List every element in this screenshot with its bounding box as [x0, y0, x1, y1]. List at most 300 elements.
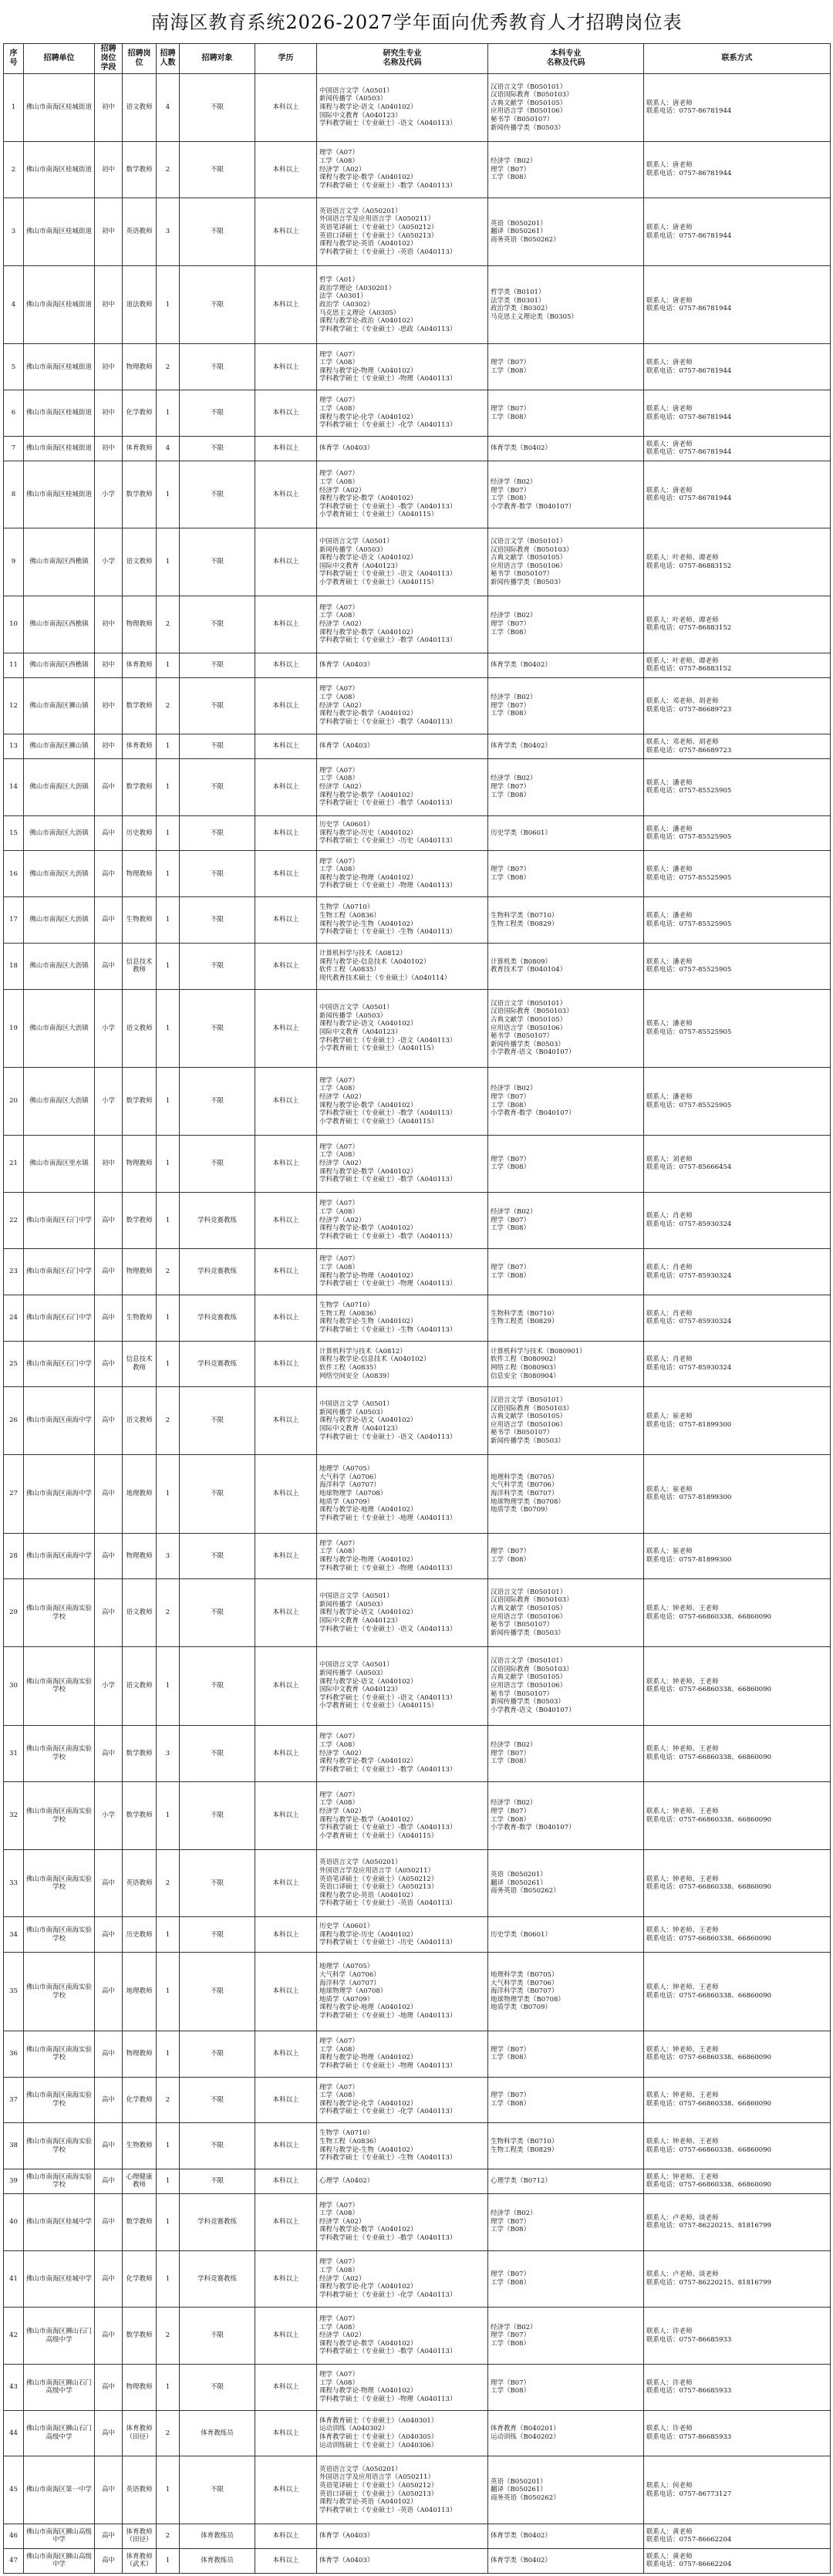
- head-count: 1: [157, 2364, 180, 2410]
- post-name: 体育教师: [123, 653, 157, 677]
- graduate-majors: 理学（A07） 工学（A08） 课程与教学论-物理（A040102） 学科教学硕士（专业硕士）-物理（A040113）: [317, 1249, 488, 1295]
- table-row: [4, 1849, 831, 1917]
- contact-info: 联系人：钟老师、王老师 联系电话：0757-66860338、66860090: [644, 2169, 831, 2194]
- head-count: 2: [157, 2410, 180, 2456]
- graduate-majors: 生物学（A0710） 生物工程（A0836） 课程与教学论-生物（A040102） 学科教学硕士（专业硕士）-生物（A040113）: [317, 2123, 488, 2169]
- unit-name: 佛山市南海区南海中学: [24, 1387, 95, 1455]
- education-level: 本科以上: [255, 734, 317, 759]
- unit-name: 佛山市南海区狮山石门高级中学: [24, 2364, 95, 2410]
- table-row: [4, 653, 831, 677]
- recruit-target: 不限: [180, 2308, 255, 2365]
- head-count: 1: [157, 2123, 180, 2169]
- unit-name: 佛山市南海区狮山镇: [24, 734, 95, 759]
- education-level: 本科以上: [255, 1068, 317, 1136]
- row-number: 5: [4, 344, 24, 390]
- contact-info: 联系人：潘老师 联系电话：0757-85525905: [644, 851, 831, 897]
- recruit-target: 不限: [180, 390, 255, 437]
- graduate-majors: 理学（A07） 工学（A08） 经济学（A02） 课程与教学论-数学（A040102） 学科教学硕士（专业硕士）-数学（A040113）: [317, 141, 488, 198]
- table-row: [4, 2548, 831, 2573]
- post-name: 物理教师: [123, 596, 157, 653]
- post-name: 数学教师: [123, 759, 157, 816]
- undergrad-majors: 体育学类（B0402）: [488, 2548, 644, 2573]
- undergrad-majors: 历史学类（B0601）: [488, 815, 644, 851]
- col-header-target: 招聘对象: [180, 44, 255, 74]
- school-stage: 高中: [95, 2077, 123, 2123]
- contact-info: 联系人：许老师 联系电话：0757-86685933: [644, 2410, 831, 2456]
- education-level: 本科以上: [255, 2250, 317, 2308]
- contact-info: 联系人：叶老师、谭老师 联系电话：0757-86883152: [644, 596, 831, 653]
- education-level: 本科以上: [255, 943, 317, 989]
- post-name: 生物教师: [123, 897, 157, 944]
- head-count: 4: [157, 436, 180, 461]
- education-level: 本科以上: [255, 596, 317, 653]
- undergrad-majors: 经济学（B02） 理学（B07） 工学（B08） 小学教育-数学（B040107）: [488, 1782, 644, 1850]
- head-count: 1: [157, 759, 180, 816]
- graduate-majors: 理学（A07） 工学（A08） 课程与教学论-化学（A040102） 学科教学硕士（专业硕士）-化学（A040113）: [317, 390, 488, 437]
- recruit-target: 不限: [180, 897, 255, 944]
- recruit-target: 学科竞赛教练: [180, 2193, 255, 2250]
- table-header-row: [4, 44, 831, 74]
- contact-info: 联系人：钟老师、王老师 联系电话：0757-66860338、66860090: [644, 2031, 831, 2077]
- contact-info: 联系人：叶老师、谭老师 联系电话：0757-86883152: [644, 528, 831, 596]
- unit-name: 佛山市南海区南海实验学校: [24, 1782, 95, 1850]
- undergrad-majors: 经济学（B02） 理学（B07） 工学（B08）: [488, 2193, 644, 2250]
- education-level: 本科以上: [255, 1387, 317, 1455]
- post-name: 语文教师: [123, 1387, 157, 1455]
- education-level: 本科以上: [255, 2031, 317, 2077]
- recruit-target: 不限: [180, 2364, 255, 2410]
- education-level: 本科以上: [255, 2193, 317, 2250]
- head-count: 2: [157, 2308, 180, 2365]
- post-name: 心理健康教师: [123, 2169, 157, 2194]
- graduate-majors: 理学（A07） 工学（A08） 课程与教学论-物理（A040102） 学科教学硕士（专业硕士）-物理（A040113）: [317, 2364, 488, 2410]
- school-stage: 初中: [95, 596, 123, 653]
- row-number: 18: [4, 943, 24, 989]
- undergrad-majors: 体育学类（B0402）: [488, 734, 644, 759]
- graduate-majors: 英语语言文学（A050201） 外国语言学及应用语言学（A050211） 英语笔译硕士（专业硕士）（A050212） 英语口译硕士（专业硕士）（A050213） 课程与教学论-英语（A040102） 学科教学硕士（专业硕士）-英语（A040113）: [317, 2456, 488, 2524]
- unit-name: 佛山市南海区大沥镇: [24, 1068, 95, 1136]
- row-number: 36: [4, 2031, 24, 2077]
- table-row: [4, 141, 831, 198]
- recruit-target: 不限: [180, 1533, 255, 1579]
- undergrad-majors: 汉语言文学（B050101） 汉语国际教育（B050103） 古典文献学（B050105） 应用语言学（B050106） 秘书学（B050107） 新闻传播学类（B0503） 小学教育-语文（B040107）: [488, 1646, 644, 1725]
- head-count: 1: [157, 2169, 180, 2194]
- post-name: 数学教师: [123, 1725, 157, 1782]
- recruit-target: 不限: [180, 461, 255, 528]
- post-name: 物理教师: [123, 1135, 157, 1192]
- undergrad-majors: 理学（B07） 工学（B08）: [488, 1533, 644, 1579]
- graduate-majors: 生物学（A0710） 生物工程（A0836） 课程与教学论-生物（A040102） 学科教学硕士（专业硕士）-生物（A040113）: [317, 897, 488, 944]
- contact-info: 联系人：何老师 联系电话：0757-86773127: [644, 2456, 831, 2524]
- undergrad-majors: 汉语言文学（B050101） 汉语国际教育（B050103） 古典文献学（B050105） 应用语言学（B050106） 秘书学（B050107） 新闻传播学类（B0503）: [488, 528, 644, 596]
- recruit-target: 不限: [180, 1646, 255, 1725]
- undergrad-majors: 经济学（B02） 理学（B07） 工学（B08）: [488, 1725, 644, 1782]
- unit-name: 佛山市南海区狮山高级中学: [24, 2548, 95, 2573]
- post-name: 数学教师: [123, 2308, 157, 2365]
- school-stage: 高中: [95, 2123, 123, 2169]
- school-stage: 高中: [95, 1192, 123, 1249]
- undergrad-majors: 汉语言文学（B050101） 汉语国际教育（B050103） 古典文献学（B050105） 应用语言学（B050106） 秘书学（B050107） 新闻传播学类（B0503）: [488, 74, 644, 142]
- undergrad-majors: 理学（B07） 工学（B08）: [488, 1249, 644, 1295]
- recruit-target: 体育教练员: [180, 2548, 255, 2573]
- graduate-majors: 理学（A07） 工学（A08） 课程与教学论-物理（A040102） 学科教学硕士（专业硕士）-物理（A040113）: [317, 344, 488, 390]
- graduate-majors: 心理学（A0402）: [317, 2169, 488, 2194]
- post-name: 物理教师: [123, 1249, 157, 1295]
- recruit-target: 不限: [180, 989, 255, 1068]
- undergrad-majors: 生物科学类（B0710） 生物工程类（B0829）: [488, 1295, 644, 1341]
- school-stage: 初中: [95, 677, 123, 734]
- school-stage: 初中: [95, 653, 123, 677]
- graduate-majors: 体育教育硕士（专业硕士）（A040301） 运动训练（A040302） 体育教学硕士（专业硕士）（A040305） 运动训练硕士（专业硕士）（A040306）: [317, 2410, 488, 2456]
- table-body: [4, 74, 831, 2574]
- row-number: 23: [4, 1249, 24, 1295]
- contact-info: 联系人：潘老师 联系电话：0757-85525905: [644, 989, 831, 1068]
- table-row: [4, 2410, 831, 2456]
- row-number: 19: [4, 989, 24, 1068]
- unit-name: 佛山市南海区狮山石门高级中学: [24, 2410, 95, 2456]
- row-number: 37: [4, 2077, 24, 2123]
- unit-name: 佛山市南海区大沥镇: [24, 943, 95, 989]
- table-row: [4, 897, 831, 944]
- school-stage: 小学: [95, 1068, 123, 1136]
- contact-info: 联系人：崔老师 联系电话：0757-81899300: [644, 1387, 831, 1455]
- recruit-target: 学科竞赛教练: [180, 1192, 255, 1249]
- education-level: 本科以上: [255, 1646, 317, 1725]
- graduate-majors: 哲学（A01） 政治学理论（A030201） 法学（A0301） 政治学（A0302） 马克思主义理论（A0305） 课程与教学论-政治（A040102） 学科教学硕士（专业硕士）-思政（A040113）: [317, 265, 488, 344]
- post-name: 信息技术教师: [123, 1341, 157, 1387]
- post-name: 语文教师: [123, 989, 157, 1068]
- unit-name: 佛山市南海区西樵镇: [24, 596, 95, 653]
- undergrad-majors: 理学（B07） 工学（B08）: [488, 344, 644, 390]
- head-count: 2: [157, 2077, 180, 2123]
- education-level: 本科以上: [255, 759, 317, 816]
- unit-name: 佛山市南海区桂城街道: [24, 265, 95, 344]
- education-level: 本科以上: [255, 2548, 317, 2573]
- undergrad-majors: 理学（B07） 工学（B08）: [488, 390, 644, 437]
- post-name: 地理教师: [123, 1455, 157, 1534]
- recruit-target: 不限: [180, 2456, 255, 2524]
- education-level: 本科以上: [255, 677, 317, 734]
- table-row: [4, 2193, 831, 2250]
- graduate-majors: 体育学（A0403）: [317, 653, 488, 677]
- undergrad-majors: 经济学（B02） 理学（B07） 工学（B08）: [488, 1192, 644, 1249]
- contact-info: 联系人：钟老师、王老师 联系电话：0757-66860338、66860090: [644, 1782, 831, 1850]
- unit-name: 佛山市南海区大沥镇: [24, 759, 95, 816]
- graduate-majors: 中国语言文学（A0501） 新闻传播学（A0503） 课程与教学论-语文（A040102） 国际中文教育（A040123） 学科教学硕士（专业硕士）-语文（A040113）: [317, 1579, 488, 1647]
- contact-info: 联系人：叶老师、谭老师 联系电话：0757-86883152: [644, 653, 831, 677]
- school-stage: 小学: [95, 989, 123, 1068]
- row-number: 35: [4, 1953, 24, 2031]
- contact-info: 联系人：钟老师、王老师 联系电话：0757-66860338、66860090: [644, 1917, 831, 1953]
- unit-name: 佛山市南海区南海实验学校: [24, 1953, 95, 2031]
- graduate-majors: 英语语言文学（A050201） 外国语言学及应用语言学（A050211） 英语笔译硕士（专业硕士）（A050212） 英语口译硕士（专业硕士）（A050213） 课程与教学论-英语（A040102） 学科教学硕士（专业硕士）-英语（A040113）: [317, 198, 488, 266]
- undergrad-majors: 英语（B050201） 翻译（B050261） 商务英语（B050262）: [488, 1849, 644, 1917]
- education-level: 本科以上: [255, 198, 317, 266]
- education-level: 本科以上: [255, 2410, 317, 2456]
- head-count: 1: [157, 1295, 180, 1341]
- undergrad-majors: 经济学（B02） 理学（B07） 工学（B08） 小学教育-数学（B040107）: [488, 1068, 644, 1136]
- school-stage: 高中: [95, 2524, 123, 2548]
- row-number: 16: [4, 851, 24, 897]
- row-number: 14: [4, 759, 24, 816]
- graduate-majors: 历史学（A0601） 课程与教学论-历史（A040102） 学科教学硕士（专业硕士）-历史（A040113）: [317, 1917, 488, 1953]
- school-stage: 初中: [95, 344, 123, 390]
- graduate-majors: 体育学（A0403）: [317, 2524, 488, 2548]
- head-count: 1: [157, 1917, 180, 1953]
- graduate-majors: 中国语言文学（A0501） 新闻传播学（A0503） 课程与教学论-语文（A040102） 国际中文教育（A040123） 学科教学硕士（专业硕士）-语文（A040113） 小学教育硕士（专业硕士）（A040115）: [317, 989, 488, 1068]
- post-name: 物理教师: [123, 2364, 157, 2410]
- school-stage: 高中: [95, 759, 123, 816]
- table-row: [4, 528, 831, 596]
- contact-info: 联系人：唐老师 联系电话：0757-86781944: [644, 390, 831, 437]
- post-name: 数学教师: [123, 1782, 157, 1850]
- table-row: [4, 1646, 831, 1725]
- education-level: 本科以上: [255, 1953, 317, 2031]
- post-name: 数学教师: [123, 677, 157, 734]
- graduate-majors: 理学（A07） 工学（A08） 经济学（A02） 课程与教学论-数学（A040102） 学科教学硕士（专业硕士）-数学（A040113）: [317, 2193, 488, 2250]
- graduate-majors: 体育学（A0403）: [317, 734, 488, 759]
- unit-name: 佛山市南海区南海实验学校: [24, 1849, 95, 1917]
- post-name: 物理教师: [123, 1533, 157, 1579]
- unit-name: 佛山市南海区大沥镇: [24, 815, 95, 851]
- table-row: [4, 74, 831, 142]
- head-count: 1: [157, 1455, 180, 1534]
- head-count: 2: [157, 1387, 180, 1455]
- contact-info: 联系人：肖老师 联系电话：0757-85930324: [644, 1192, 831, 1249]
- unit-name: 佛山市南海区西樵镇: [24, 653, 95, 677]
- contact-info: 联系人：肖老师 联系电话：0757-85930324: [644, 1341, 831, 1387]
- recruit-target: 不限: [180, 2169, 255, 2194]
- recruit-target: 不限: [180, 1782, 255, 1850]
- recruit-target: 不限: [180, 943, 255, 989]
- graduate-majors: 地理学（A0705） 大气科学（A0706） 海洋科学（A0707） 地球物理学（A0708） 地质学（A0709） 课程与教学论-地理（A040102） 学科教学硕士（专业硕士）-地理（A040113）: [317, 1953, 488, 2031]
- row-number: 25: [4, 1341, 24, 1387]
- graduate-majors: 体育学（A0403）: [317, 436, 488, 461]
- education-level: 本科以上: [255, 851, 317, 897]
- school-stage: 高中: [95, 1341, 123, 1387]
- row-number: 12: [4, 677, 24, 734]
- unit-name: 佛山市南海区南海中学: [24, 1533, 95, 1579]
- table-row: [4, 989, 831, 1068]
- post-name: 数学教师: [123, 461, 157, 528]
- head-count: 1: [157, 2456, 180, 2524]
- undergrad-majors: 地理科学类（B0705） 大气科学类（B0706） 海洋科学类（B0707） 地球物理学类（B0708） 地质学类（B0709）: [488, 1953, 644, 2031]
- post-name: 语文教师: [123, 74, 157, 142]
- education-level: 本科以上: [255, 2364, 317, 2410]
- undergrad-majors: 体育学类（B0402）: [488, 2524, 644, 2548]
- education-level: 本科以上: [255, 344, 317, 390]
- graduate-majors: 体育学（A0403）: [317, 2548, 488, 2573]
- contact-info: 联系人：黄老师 联系电话：0757-86662204: [644, 2548, 831, 2573]
- row-number: 9: [4, 528, 24, 596]
- graduate-majors: 理学（A07） 工学（A08） 经济学（A02） 课程与教学论-数学（A040102） 学科教学硕士（专业硕士）-数学（A040113） 小学教育硕士（专业硕士）（A040115）: [317, 1782, 488, 1850]
- contact-info: 联系人：肖老师 联系电话：0757-85930324: [644, 1295, 831, 1341]
- col-header-no: 序号: [4, 44, 24, 74]
- recruit-target: 不限: [180, 344, 255, 390]
- recruit-target: 不限: [180, 74, 255, 142]
- post-name: 英语教师: [123, 2456, 157, 2524]
- undergrad-majors: 体育学类（B0402）: [488, 436, 644, 461]
- recruit-target: 不限: [180, 1068, 255, 1136]
- table-row: [4, 2031, 831, 2077]
- contact-info: 联系人：唐老师 联系电话：0757-86781944: [644, 265, 831, 344]
- contact-info: 联系人：唐老师 联系电话：0757-86781944: [644, 198, 831, 266]
- education-level: 本科以上: [255, 1917, 317, 1953]
- head-count: 1: [157, 1953, 180, 2031]
- unit-name: 佛山市南海区里水镇: [24, 1135, 95, 1192]
- school-stage: 高中: [95, 1455, 123, 1534]
- education-level: 本科以上: [255, 1782, 317, 1850]
- contact-info: 联系人：卢老师、谈老师 联系电话：0757-86220215、81816799: [644, 2193, 831, 2250]
- graduate-majors: 理学（A07） 工学（A08） 经济学（A02） 课程与教学论-数学（A040102） 学科教学硕士（专业硕士）-数学（A040113）: [317, 596, 488, 653]
- head-count: 1: [157, 1341, 180, 1387]
- unit-name: 佛山市南海区桂城街道: [24, 344, 95, 390]
- graduate-majors: 理学（A07） 工学（A08） 经济学（A02） 课程与教学论-数学（A040102） 学科教学硕士（专业硕士）-数学（A040113） 小学教育硕士（专业硕士）（A040115）: [317, 1068, 488, 1136]
- row-number: 2: [4, 141, 24, 198]
- school-stage: 高中: [95, 2169, 123, 2194]
- recruit-target: 学科竞赛教练: [180, 1341, 255, 1387]
- contact-info: 联系人：钟老师、王老师 联系电话：0757-66860338、66860090: [644, 1953, 831, 2031]
- post-name: 物理教师: [123, 851, 157, 897]
- table-row: [4, 943, 831, 989]
- unit-name: 佛山市南海区狮山高级中学: [24, 2524, 95, 2548]
- recruit-target: 不限: [180, 436, 255, 461]
- undergrad-majors: 历史学类（B0601）: [488, 1917, 644, 1953]
- row-number: 39: [4, 2169, 24, 2194]
- undergrad-majors: 英语（B050201） 翻译（B050261） 商务英语（B050262）: [488, 2456, 644, 2524]
- graduate-majors: 历史学（A0601） 课程与教学论-历史（A040102） 学科教学硕士（专业硕士）-历史（A040113）: [317, 815, 488, 851]
- recruit-target: 不限: [180, 528, 255, 596]
- table-row: [4, 1533, 831, 1579]
- table-row: [4, 815, 831, 851]
- contact-info: 联系人：崔老师 联系电话：0757-81899300: [644, 1455, 831, 1534]
- contact-info: 联系人：肖老师 联系电话：0757-85930324: [644, 1249, 831, 1295]
- school-stage: 小学: [95, 528, 123, 596]
- undergrad-majors: 理学（B07） 工学（B08）: [488, 2364, 644, 2410]
- table-row: [4, 2077, 831, 2123]
- row-number: 21: [4, 1135, 24, 1192]
- table-row: [4, 1135, 831, 1192]
- row-number: 32: [4, 1782, 24, 1850]
- undergrad-majors: 经济学（B02） 理学（B07） 工学（B08） 小学教育-数学（B040107）: [488, 461, 644, 528]
- contact-info: 联系人：钟老师、王老师 联系电话：0757-66860338、66860090: [644, 2077, 831, 2123]
- row-number: 33: [4, 1849, 24, 1917]
- graduate-majors: 地理学（A0705） 大气科学（A0706） 海洋科学（A0707） 地球物理学（A0708） 地质学（A0709） 课程与教学论-地理（A040102） 学科教学硕士（专业硕士）-地理（A040113）: [317, 1455, 488, 1534]
- post-name: 语文教师: [123, 528, 157, 596]
- row-number: 8: [4, 461, 24, 528]
- table-row: [4, 1295, 831, 1341]
- post-name: 地理教师: [123, 1953, 157, 2031]
- contact-info: 联系人：潘老师 联系电话：0757-85525905: [644, 1068, 831, 1136]
- education-level: 本科以上: [255, 528, 317, 596]
- school-stage: 高中: [95, 1725, 123, 1782]
- recruit-target: 不限: [180, 759, 255, 816]
- table-row: [4, 734, 831, 759]
- head-count: 1: [157, 528, 180, 596]
- undergrad-majors: 经济学（B02） 理学（B07） 工学（B08）: [488, 759, 644, 816]
- undergrad-majors: 生物科学类（B0710） 生物工程类（B0829）: [488, 2123, 644, 2169]
- col-header-education: 学历: [255, 44, 317, 74]
- table-row: [4, 436, 831, 461]
- unit-name: 佛山市南海区南海实验学校: [24, 1579, 95, 1647]
- post-name: 数学教师: [123, 1068, 157, 1136]
- unit-name: 佛山市南海区石门中学: [24, 1295, 95, 1341]
- school-stage: 高中: [95, 2364, 123, 2410]
- school-stage: 高中: [95, 1849, 123, 1917]
- head-count: 1: [157, 851, 180, 897]
- table-row: [4, 1953, 831, 2031]
- post-name: 数学教师: [123, 2193, 157, 2250]
- row-number: 42: [4, 2308, 24, 2365]
- graduate-majors: 计算机科学与技术（A0812） 课程与教学论-信息技术（A040102） 软件工程（A0835） 现代教育技术硕士（专业硕士）（A040114）: [317, 943, 488, 989]
- education-level: 本科以上: [255, 1455, 317, 1534]
- post-name: 历史教师: [123, 1917, 157, 1953]
- unit-name: 佛山市南海区桂城中学: [24, 2193, 95, 2250]
- education-level: 本科以上: [255, 1341, 317, 1387]
- col-header-stage: 招聘岗位学段: [95, 44, 123, 74]
- head-count: 1: [157, 815, 180, 851]
- table-row: [4, 1725, 831, 1782]
- graduate-majors: 理学（A07） 工学（A08） 经济学（A02） 课程与教学论-数学（A040102） 学科教学硕士（专业硕士）-数学（A040113）: [317, 2308, 488, 2365]
- row-number: 44: [4, 2410, 24, 2456]
- post-name: 生物教师: [123, 1295, 157, 1341]
- school-stage: 高中: [95, 897, 123, 944]
- table-row: [4, 1249, 831, 1295]
- row-number: 22: [4, 1192, 24, 1249]
- head-count: 1: [157, 1135, 180, 1192]
- table-row: [4, 461, 831, 528]
- unit-name: 佛山市南海区桂城街道: [24, 141, 95, 198]
- education-level: 本科以上: [255, 815, 317, 851]
- graduate-majors: 理学（A07） 工学（A08） 经济学（A02） 课程与教学论-数学（A040102） 学科教学硕士（专业硕士）-数学（A040113）: [317, 759, 488, 816]
- table-row: [4, 265, 831, 344]
- undergrad-majors: 理学（B07） 工学（B08）: [488, 1135, 644, 1192]
- head-count: 1: [157, 1646, 180, 1725]
- unit-name: 佛山市南海区石门中学: [24, 1341, 95, 1387]
- post-name: 体育教师（田径）: [123, 2524, 157, 2548]
- recruit-target: 不限: [180, 2077, 255, 2123]
- education-level: 本科以上: [255, 1579, 317, 1647]
- school-stage: 高中: [95, 2250, 123, 2308]
- school-stage: 初中: [95, 74, 123, 142]
- recruit-target: 不限: [180, 1917, 255, 1953]
- recruit-target: 不限: [180, 141, 255, 198]
- col-header-undergrad-major: 本科专业 名称及代码: [488, 44, 644, 74]
- row-number: 17: [4, 897, 24, 944]
- school-stage: 高中: [95, 2548, 123, 2573]
- school-stage: 高中: [95, 2456, 123, 2524]
- row-number: 28: [4, 1533, 24, 1579]
- recruit-target: 不限: [180, 198, 255, 266]
- undergrad-majors: 体育教育（B040201） 运动训练（B040202）: [488, 2410, 644, 2456]
- post-name: 英语教师: [123, 1849, 157, 1917]
- recruit-target: 不限: [180, 1455, 255, 1534]
- unit-name: 佛山市南海区桂城街道: [24, 74, 95, 142]
- head-count: 1: [157, 653, 180, 677]
- contact-info: 联系人：潘老师 联系电话：0757-85525905: [644, 815, 831, 851]
- school-stage: 高中: [95, 2410, 123, 2456]
- contact-info: 联系人：许老师 联系电话：0757-86685933: [644, 2308, 831, 2365]
- unit-name: 佛山市南海区南海实验学校: [24, 1725, 95, 1782]
- recruit-target: 不限: [180, 1725, 255, 1782]
- school-stage: 高中: [95, 1953, 123, 2031]
- graduate-majors: 中国语言文学（A0501） 新闻传播学（A0503） 课程与教学论-语文（A040102） 国际中文教育（A040123） 学科教学硕士（专业硕士）-语文（A040113） 小学教育硕士（专业硕士）（A040115）: [317, 1646, 488, 1725]
- post-name: 数学教师: [123, 141, 157, 198]
- contact-info: 联系人：钟老师、王老师 联系电话：0757-66860338、66860090: [644, 1579, 831, 1647]
- undergrad-majors: 理学（B07） 工学（B08）: [488, 2250, 644, 2308]
- graduate-majors: 理学（A07） 工学（A08） 课程与教学论-化学（A040102） 学科教学硕士（专业硕士）-化学（A040113）: [317, 2077, 488, 2123]
- graduate-majors: 理学（A07） 工学（A08） 经济学（A02） 课程与教学论-数学（A040102） 学科教学硕士（专业硕士）-数学（A040113）: [317, 1135, 488, 1192]
